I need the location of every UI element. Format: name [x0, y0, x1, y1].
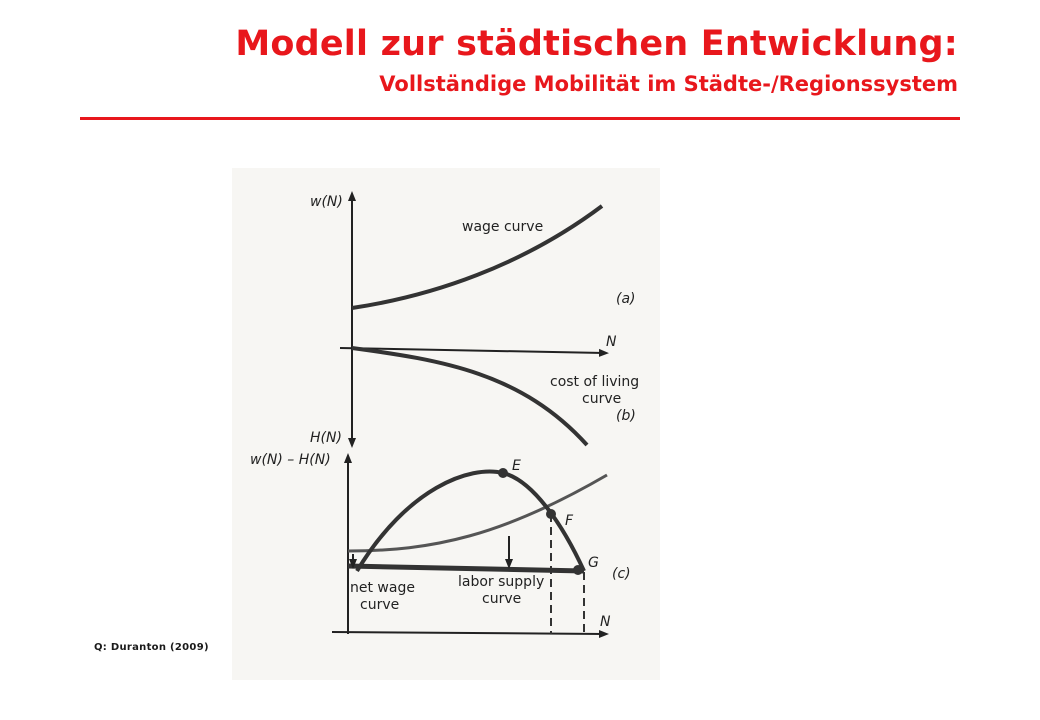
panel-a-x-axis-label: N	[606, 334, 617, 350]
panel-a-y-axis-label: w(N)	[310, 194, 343, 210]
point-e-marker	[498, 468, 508, 478]
panel-c-horizontal-axis	[332, 632, 604, 634]
point-g-marker	[573, 565, 583, 575]
figure-svg	[232, 168, 660, 680]
panel-c-tag: (c)	[612, 566, 631, 582]
labor-supply-curve	[348, 566, 584, 571]
point-g-label: G	[588, 555, 599, 571]
wage-curve-label: wage curve	[462, 219, 544, 235]
labor-supply-label-line2: curve	[482, 591, 522, 607]
point-f-label: F	[565, 513, 574, 529]
slide-title: Modell zur städtischen Entwicklung:	[235, 24, 958, 64]
panel-b-y-axis-label: H(N)	[310, 430, 342, 446]
source-citation: Q: Duranton (2009)	[94, 642, 209, 653]
panel-c-x-axis-label: N	[600, 614, 611, 630]
duranton-figure	[232, 168, 660, 680]
panel-a-tag: (a)	[616, 291, 636, 307]
net-wage-label-line1: net wage	[350, 580, 415, 596]
net-wage-label-line2: curve	[360, 597, 400, 613]
cost-of-living-label-line1: cost of living	[550, 374, 640, 390]
point-e-label: E	[512, 458, 521, 474]
cost-of-living-label-line2: curve	[582, 391, 622, 407]
cost-of-living-curve	[352, 348, 587, 445]
slide-subtitle: Vollständige Mobilität im Städte-/Regionssystem	[379, 72, 958, 96]
panel-c-y-axis-label: w(N) – H(N)	[250, 452, 331, 468]
panel-b-tag: (b)	[616, 408, 636, 424]
title-divider	[80, 117, 960, 120]
net-wage-curve	[357, 472, 584, 571]
labor-supply-label-line1: labor supply	[458, 574, 545, 590]
